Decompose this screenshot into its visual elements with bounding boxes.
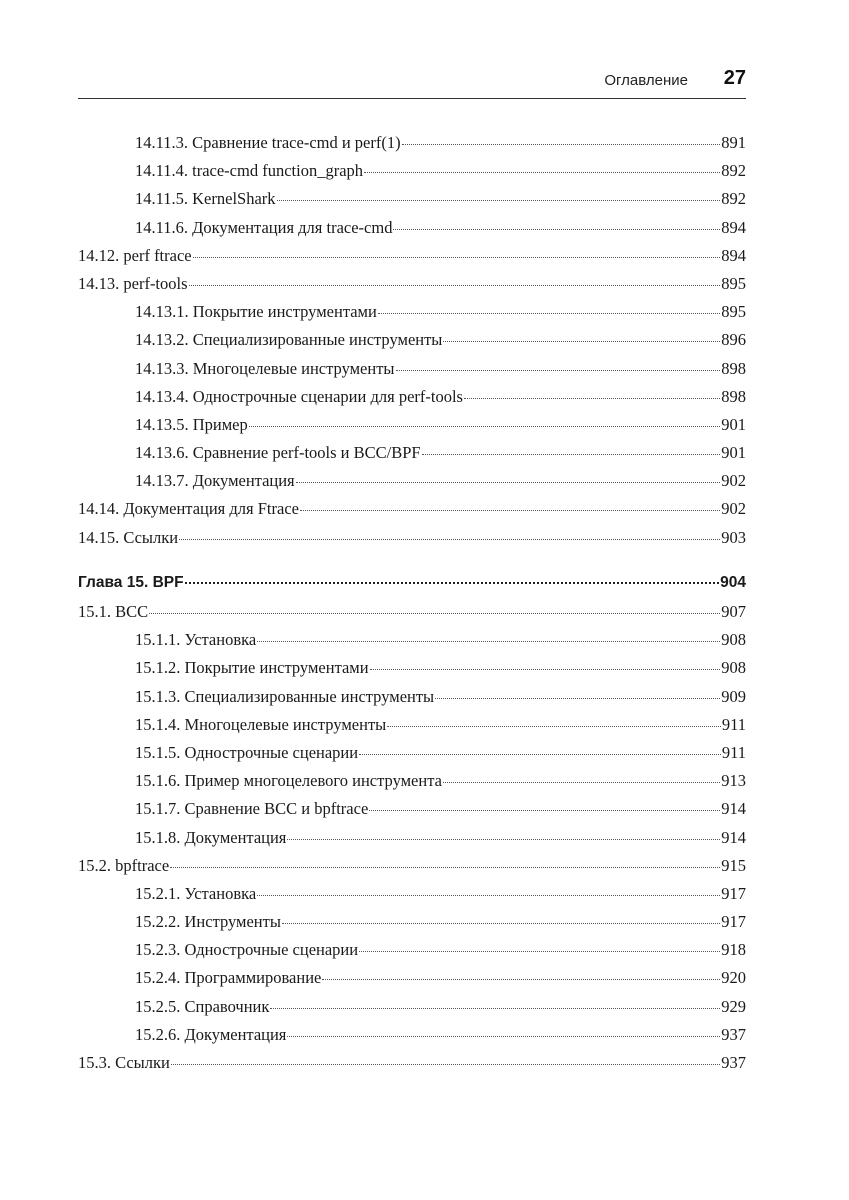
toc-dot-leader	[422, 454, 721, 455]
toc-entry-page: 917	[721, 883, 746, 903]
toc-entry-page: 898	[721, 358, 746, 378]
toc-entry-title: 15.1.5. Однострочные сценарии	[135, 742, 359, 762]
toc-section-entry[interactable]	[78, 856, 746, 884]
toc-entry-title: 14.13.1. Покрытие инструментами	[135, 302, 377, 322]
toc-subsection-entry[interactable]	[78, 1025, 746, 1053]
toc-entry-title: 14.13.2. Специализированные инструменты	[135, 330, 443, 350]
toc-subsection-entry[interactable]	[78, 912, 746, 940]
toc-entry-title: 14.11.4. trace-cmd function_graph	[135, 161, 364, 181]
toc-entry-title: 15.2.4. Программирование	[135, 968, 322, 988]
toc-entry-title: 14.11.5. KernelShark	[135, 189, 276, 209]
toc-entry-page: 914	[721, 827, 746, 847]
toc-entry-title: 15.1.1. Установка	[135, 630, 257, 650]
toc-entry-page: 894	[721, 245, 746, 265]
toc-entry-title: 15.2.2. Инструменты	[135, 912, 281, 932]
toc-entry-page: 914	[721, 799, 746, 819]
toc-subsection-entry[interactable]	[78, 161, 746, 189]
page-header	[78, 62, 746, 99]
toc-dot-leader	[300, 510, 720, 511]
toc-entry-title: 14.13.5. Пример	[135, 414, 248, 434]
toc-entry-title: 15.1.7. Сравнение BCC и bpftrace	[135, 799, 369, 819]
toc-entry-page: 895	[721, 273, 746, 293]
toc-entry-page: 937	[721, 1024, 746, 1044]
toc-entry-title: 14.13.6. Сравнение perf-tools и BCC/BPF	[135, 443, 421, 463]
toc-dot-leader	[443, 341, 720, 342]
toc-entry-title: 15.2.5. Справочник	[135, 996, 270, 1016]
toc-subsection-entry[interactable]	[78, 218, 746, 246]
toc-entry-page: 901	[721, 414, 746, 434]
toc-subsection-entry[interactable]	[78, 771, 746, 799]
toc-section-entry[interactable]	[78, 246, 746, 274]
toc-entry-page: 909	[721, 686, 746, 706]
table-of-contents	[78, 133, 746, 1081]
toc-entry-page: 917	[721, 912, 746, 932]
toc-subsection-entry[interactable]	[78, 828, 746, 856]
toc-subsection-entry[interactable]	[78, 997, 746, 1025]
toc-entry-page: 908	[721, 658, 746, 678]
toc-entry-page: 911	[721, 742, 746, 762]
toc-dot-leader	[170, 867, 720, 868]
toc-dot-leader	[364, 172, 720, 173]
toc-entry-title: 15.1.4. Многоцелевые инструменты	[135, 714, 387, 734]
toc-entry-page: 892	[721, 161, 746, 181]
toc-entry-page: 894	[721, 217, 746, 237]
toc-entry-title: 14.13.3. Многоцелевые инструменты	[135, 358, 395, 378]
toc-dot-leader	[282, 923, 720, 924]
toc-dot-leader	[257, 895, 720, 896]
toc-entry-title: 14.12. perf ftrace	[78, 245, 192, 265]
toc-subsection-entry[interactable]	[78, 302, 746, 330]
toc-dot-leader	[378, 313, 720, 314]
toc-entry-title: 15.2.1. Установка	[135, 883, 257, 903]
running-header-title: Оглавление	[604, 72, 688, 89]
toc-entry-page: 920	[721, 968, 746, 988]
toc-dot-leader	[464, 398, 720, 399]
toc-subsection-entry[interactable]	[78, 387, 746, 415]
toc-dot-leader	[257, 641, 720, 642]
toc-entry-title: 15.1.2. Покрытие инструментами	[135, 658, 369, 678]
toc-subsection-entry[interactable]	[78, 630, 746, 658]
toc-group-after-chapter	[78, 602, 746, 1081]
toc-dot-leader	[287, 839, 720, 840]
toc-dot-leader	[149, 613, 720, 614]
toc-subsection-entry[interactable]	[78, 133, 746, 161]
toc-entry-page: 896	[721, 330, 746, 350]
toc-dot-leader	[359, 754, 721, 755]
toc-dot-leader	[249, 426, 720, 427]
toc-entry-page: 902	[721, 471, 746, 491]
toc-dot-leader	[193, 257, 721, 258]
toc-dot-leader	[322, 979, 720, 980]
toc-dot-leader	[435, 698, 720, 699]
toc-entry-page: 908	[721, 630, 746, 650]
toc-subsection-entry[interactable]	[78, 330, 746, 358]
toc-dot-leader	[387, 726, 721, 727]
toc-dot-leader	[396, 370, 721, 371]
toc-entry-title: 15.2. bpftrace	[78, 855, 170, 875]
toc-entry-title: 14.11.6. Документация для trace-cmd	[135, 217, 393, 237]
toc-section-entry[interactable]	[78, 499, 746, 527]
toc-entry-title: 14.11.3. Сравнение trace-cmd и perf(1)	[135, 133, 401, 152]
toc-subsection-entry[interactable]	[78, 415, 746, 443]
toc-section-entry[interactable]	[78, 1053, 746, 1081]
toc-entry-title: 15.1. BCC	[78, 602, 149, 621]
toc-subsection-entry[interactable]	[78, 189, 746, 217]
toc-entry-title: 15.1.6. Пример многоцелевого инструмента	[135, 771, 442, 791]
toc-subsection-entry[interactable]	[78, 715, 746, 743]
toc-entry-page: 891	[721, 133, 746, 152]
toc-entry-page: 898	[721, 386, 746, 406]
toc-section-entry[interactable]	[78, 602, 746, 630]
toc-dot-leader	[189, 285, 721, 286]
toc-dot-leader	[296, 482, 721, 483]
toc-entry-page: 907	[721, 602, 746, 621]
toc-group-before-chapter	[78, 133, 746, 556]
toc-dot-leader	[270, 1008, 720, 1009]
toc-entry-page: 901	[721, 443, 746, 463]
toc-subsection-entry[interactable]	[78, 743, 746, 771]
toc-subsection-entry[interactable]	[78, 799, 746, 827]
toc-entry-title: 15.3. Ссылки	[78, 1053, 170, 1072]
toc-entry-page: 915	[721, 855, 746, 875]
page-number: 27	[723, 67, 746, 89]
toc-section-entry[interactable]	[78, 274, 746, 302]
toc-entry-title: 14.13.7. Документация	[135, 471, 295, 491]
toc-entry-title: 14.15. Ссылки	[78, 527, 179, 547]
toc-chapter-heading[interactable]	[78, 574, 746, 602]
toc-dot-leader	[369, 810, 720, 811]
toc-dot-leader	[393, 229, 720, 230]
toc-dot-leader	[287, 1036, 720, 1037]
toc-chapter-page: 904	[720, 573, 746, 591]
toc-subsection-entry[interactable]	[78, 443, 746, 471]
toc-entry-title: 14.14. Документация для Ftrace	[78, 499, 299, 519]
toc-entry-page: 903	[721, 527, 746, 547]
toc-subsection-entry[interactable]	[78, 884, 746, 912]
toc-entry-title: 15.2.6. Документация	[135, 1024, 287, 1044]
toc-dot-leader	[402, 144, 721, 145]
toc-entry-title: 14.13. perf-tools	[78, 273, 188, 293]
toc-dot-leader	[171, 1064, 720, 1065]
toc-dot-leader	[359, 951, 720, 952]
toc-subsection-entry[interactable]	[78, 359, 746, 387]
toc-dot-leader	[370, 669, 721, 670]
toc-entry-page: 902	[721, 499, 746, 519]
toc-subsection-entry[interactable]	[78, 940, 746, 968]
toc-entry-page: 937	[721, 1053, 746, 1072]
toc-subsection-entry[interactable]	[78, 471, 746, 499]
toc-entry-page: 895	[721, 302, 746, 322]
toc-entry-title: 14.13.4. Однострочные сценарии для perf-tools	[135, 386, 463, 406]
toc-dot-leader	[179, 539, 720, 540]
toc-dot-leader	[277, 200, 721, 201]
toc-entry-page: 911	[721, 714, 746, 734]
toc-dot-leader	[185, 582, 720, 584]
toc-subsection-entry[interactable]	[78, 968, 746, 996]
toc-entry-title: 15.1.8. Документация	[135, 827, 287, 847]
toc-chapter-title: Глава 15. BPF	[78, 573, 184, 591]
toc-entry-page: 929	[721, 996, 746, 1016]
toc-entry-title: 15.2.3. Однострочные сценарии	[135, 940, 359, 960]
toc-subsection-entry[interactable]	[78, 687, 746, 715]
toc-entry-page: 913	[721, 771, 746, 791]
toc-section-entry[interactable]	[78, 528, 746, 556]
toc-entry-page: 892	[721, 189, 746, 209]
toc-subsection-entry[interactable]	[78, 658, 746, 686]
toc-entry-page: 918	[721, 940, 746, 960]
toc-entry-title: 15.1.3. Специализированные инструменты	[135, 686, 435, 706]
toc-dot-leader	[443, 782, 720, 783]
